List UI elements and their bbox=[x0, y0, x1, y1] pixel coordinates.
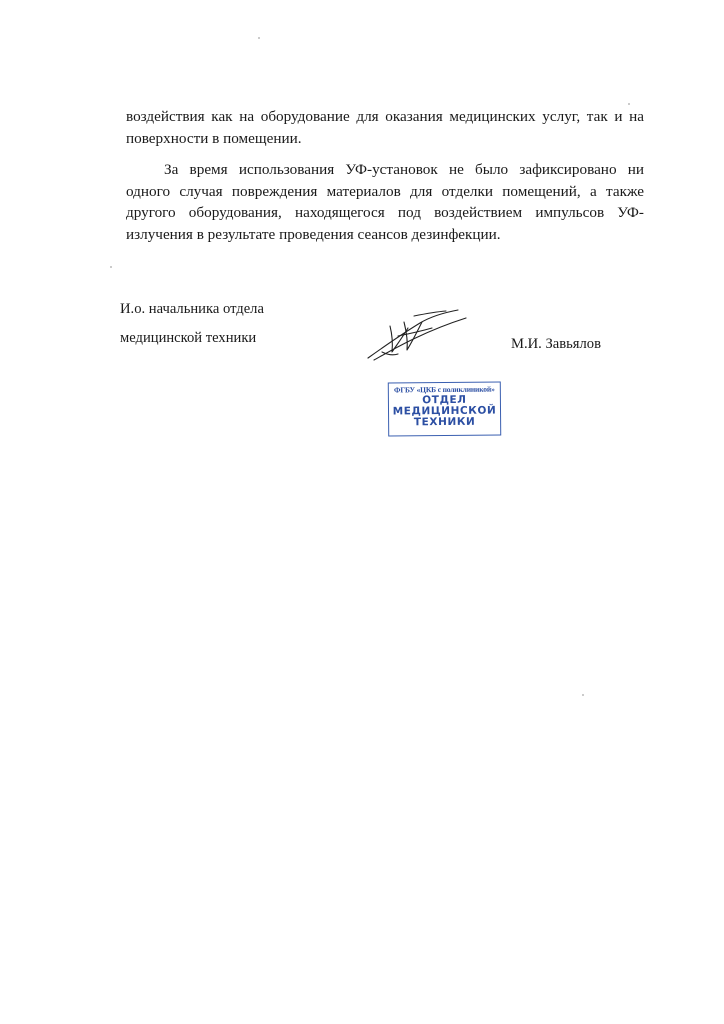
paragraph-continuation bbox=[126, 106, 644, 149]
scan-speck bbox=[582, 694, 584, 696]
stamp-line: ОТДЕЛ bbox=[422, 393, 467, 407]
stamp-line: ТЕХНИКИ bbox=[413, 415, 476, 429]
paragraph-line: воздействия как на оборудование для оказания медицинских услуг, так и на bbox=[126, 108, 644, 125]
handwritten-signature bbox=[362, 308, 472, 364]
paragraph-uv-safety bbox=[126, 159, 644, 245]
scan-speck bbox=[110, 266, 112, 268]
paragraph-line: За время использования УФ-установок не было зафиксировано ни bbox=[164, 161, 644, 178]
department-stamp bbox=[388, 382, 501, 437]
paragraph-line: одного случая повреждения материалов для отделки помещений, а также bbox=[126, 182, 644, 200]
paragraph-line: излучения в результате проведения сеансов дезинфекции. bbox=[126, 225, 501, 243]
paragraph-line: другого оборудования, находящегося под воздействием импульсов УФ- bbox=[126, 204, 644, 221]
scan-speck bbox=[628, 103, 630, 105]
stamp-organization: ФГБУ «ЦКБ с поликлиникой» bbox=[393, 384, 495, 395]
signatory-title-line2: медицинской техники bbox=[120, 330, 257, 346]
scan-speck bbox=[258, 37, 260, 39]
paragraph-line: поверхности в помещении. bbox=[126, 129, 302, 147]
signatory-title-line1: И.о. начальника отдела bbox=[120, 301, 264, 317]
signatory-name: М.И. Завьялов bbox=[511, 336, 601, 352]
stamp-line: МЕДИЦИНСКОЙ bbox=[392, 404, 497, 418]
